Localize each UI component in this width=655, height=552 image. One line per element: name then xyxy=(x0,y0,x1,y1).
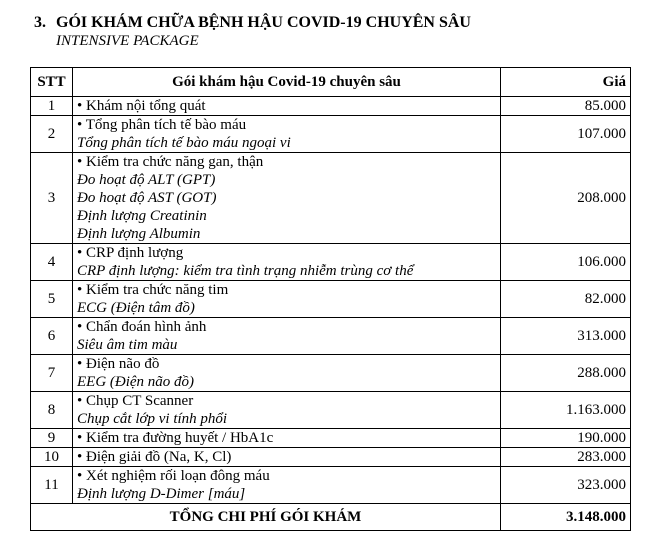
service-detail: CRP định lượng: kiểm tra tình trạng nhiễm trùng cơ thể xyxy=(77,263,414,279)
service-detail: Định lượng D-Dimer [máu] xyxy=(77,486,246,502)
service-detail: Định lượng Albumin xyxy=(77,226,201,242)
package-table xyxy=(30,67,631,531)
section-number: 3. xyxy=(34,14,46,31)
total-price: 3.148.000 xyxy=(501,504,631,531)
row-price: 313.000 xyxy=(501,318,631,355)
row-stt: 3 xyxy=(31,153,73,244)
table-row xyxy=(31,318,631,355)
service-name: • Điện não đồ xyxy=(77,356,160,372)
header-stt: STT xyxy=(31,68,73,97)
service-name: • Kiểm tra chức năng gan, thận xyxy=(77,154,264,170)
row-stt: 7 xyxy=(31,355,73,392)
service-name: • Chẩn đoán hình ảnh xyxy=(77,319,207,335)
service-detail: ECG (Điện tâm đồ) xyxy=(77,300,195,316)
row-price: 208.000 xyxy=(501,153,631,244)
service-name: • Điện giải đồ (Na, K, Cl) xyxy=(77,449,232,465)
row-service xyxy=(73,318,501,355)
section-heading xyxy=(34,14,471,50)
table-row xyxy=(31,153,631,244)
row-service xyxy=(73,97,501,116)
service-name: • CRP định lượng xyxy=(77,245,184,261)
row-service xyxy=(73,467,501,504)
table-row xyxy=(31,429,631,448)
row-stt: 11 xyxy=(31,467,73,504)
header-price: Giá xyxy=(501,68,631,97)
table-row xyxy=(31,392,631,429)
row-service xyxy=(73,281,501,318)
heading-title-line xyxy=(34,14,471,32)
service-detail: Đo hoạt độ ALT (GPT) xyxy=(77,172,216,188)
row-stt: 5 xyxy=(31,281,73,318)
row-service xyxy=(73,429,501,448)
section-subtitle: INTENSIVE PACKAGE xyxy=(56,33,199,49)
service-detail: Chụp cắt lớp vi tính phổi xyxy=(77,411,228,427)
service-name: • Kiểm tra đường huyết / HbA1c xyxy=(77,430,274,446)
table-row xyxy=(31,244,631,281)
row-price: 107.000 xyxy=(501,116,631,153)
table-body xyxy=(31,97,631,504)
row-price: 323.000 xyxy=(501,467,631,504)
service-name: • Xét nghiệm rối loạn đông máu xyxy=(77,468,270,484)
row-stt: 6 xyxy=(31,318,73,355)
section-title: GÓI KHÁM CHỮA BỆNH HẬU COVID-19 CHUYÊN SÂU xyxy=(56,14,471,31)
table-row xyxy=(31,281,631,318)
row-service xyxy=(73,392,501,429)
row-service xyxy=(73,244,501,281)
row-stt: 8 xyxy=(31,392,73,429)
row-service xyxy=(73,355,501,392)
table-row xyxy=(31,116,631,153)
service-name: • Khám nội tổng quát xyxy=(77,98,206,114)
table-row xyxy=(31,355,631,392)
total-label: TỔNG CHI PHÍ GÓI KHÁM xyxy=(31,504,501,531)
service-name: • Tổng phân tích tế bào máu xyxy=(77,117,247,133)
row-price: 190.000 xyxy=(501,429,631,448)
row-price: 288.000 xyxy=(501,355,631,392)
table-header-row xyxy=(31,68,631,97)
row-service xyxy=(73,116,501,153)
service-name: • Kiểm tra chức năng tim xyxy=(77,282,229,298)
row-stt: 9 xyxy=(31,429,73,448)
service-detail: Đo hoạt độ AST (GOT) xyxy=(77,190,217,206)
service-detail: Định lượng Creatinin xyxy=(77,208,207,224)
table-row xyxy=(31,448,631,467)
table-row xyxy=(31,97,631,116)
row-price: 1.163.000 xyxy=(501,392,631,429)
row-price: 106.000 xyxy=(501,244,631,281)
service-detail: Tổng phân tích tế bào máu ngoại vi xyxy=(77,135,291,151)
row-service xyxy=(73,448,501,467)
row-service xyxy=(73,153,501,244)
table-row xyxy=(31,467,631,504)
total-row xyxy=(31,504,631,531)
row-stt: 4 xyxy=(31,244,73,281)
row-price: 283.000 xyxy=(501,448,631,467)
row-stt: 1 xyxy=(31,97,73,116)
row-price: 85.000 xyxy=(501,97,631,116)
header-name: Gói khám hậu Covid-19 chuyên sâu xyxy=(73,68,501,97)
service-name: • Chụp CT Scanner xyxy=(77,393,194,409)
service-detail: Siêu âm tim màu xyxy=(77,337,178,353)
row-stt: 2 xyxy=(31,116,73,153)
row-stt: 10 xyxy=(31,448,73,467)
row-price: 82.000 xyxy=(501,281,631,318)
service-detail: EEG (Điện não đồ) xyxy=(77,374,195,390)
